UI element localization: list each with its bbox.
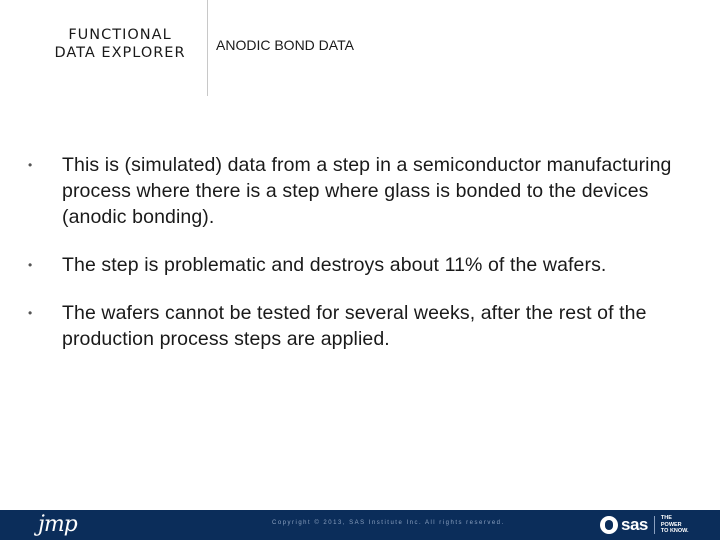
sas-logo [600,514,689,536]
bullet-item-2 [28,252,698,278]
bullet-item-3 [28,300,698,352]
bullet-text-2: The step is problematic and destroys about 11% of the wafers. [62,254,607,276]
sas-mark-icon [600,516,618,534]
bullet-text-1: This is (simulated) data from a step in a semiconductor manufacturing process where there is a step where glass is bonded to the devices (anodic bonding). [62,154,672,228]
section-label-line-2: DATA EXPLORER [54,45,186,61]
copyright-notice: Copyright © 2013, SAS Institute Inc. All rights reserved. [272,520,505,526]
tagline-line-2: POWER [660,521,682,528]
section-label [40,26,200,62]
bullet-dot-icon: • [28,158,33,172]
bullet-dot-icon: • [28,258,33,272]
bullet-text-3: The wafers cannot be tested for several weeks, after the rest of the production process steps are applied. [62,302,647,350]
bullet-dot-icon: • [28,306,33,320]
bullet-list [28,152,698,352]
logo-separator [654,516,655,534]
sas-wordmark: sas [621,515,648,534]
slide-title: ANODIC BOND DATA [216,37,354,53]
header-divider [207,0,208,96]
section-label-line-1: FUNCTIONAL [68,27,172,43]
bullet-item-1 [28,152,698,230]
tagline-line-3: TO KNOW. [660,528,689,535]
jmp-logo: jmp [38,512,77,537]
footer-bar [0,510,720,540]
sas-tagline [661,515,689,535]
tagline-line-1: THE [660,515,672,522]
